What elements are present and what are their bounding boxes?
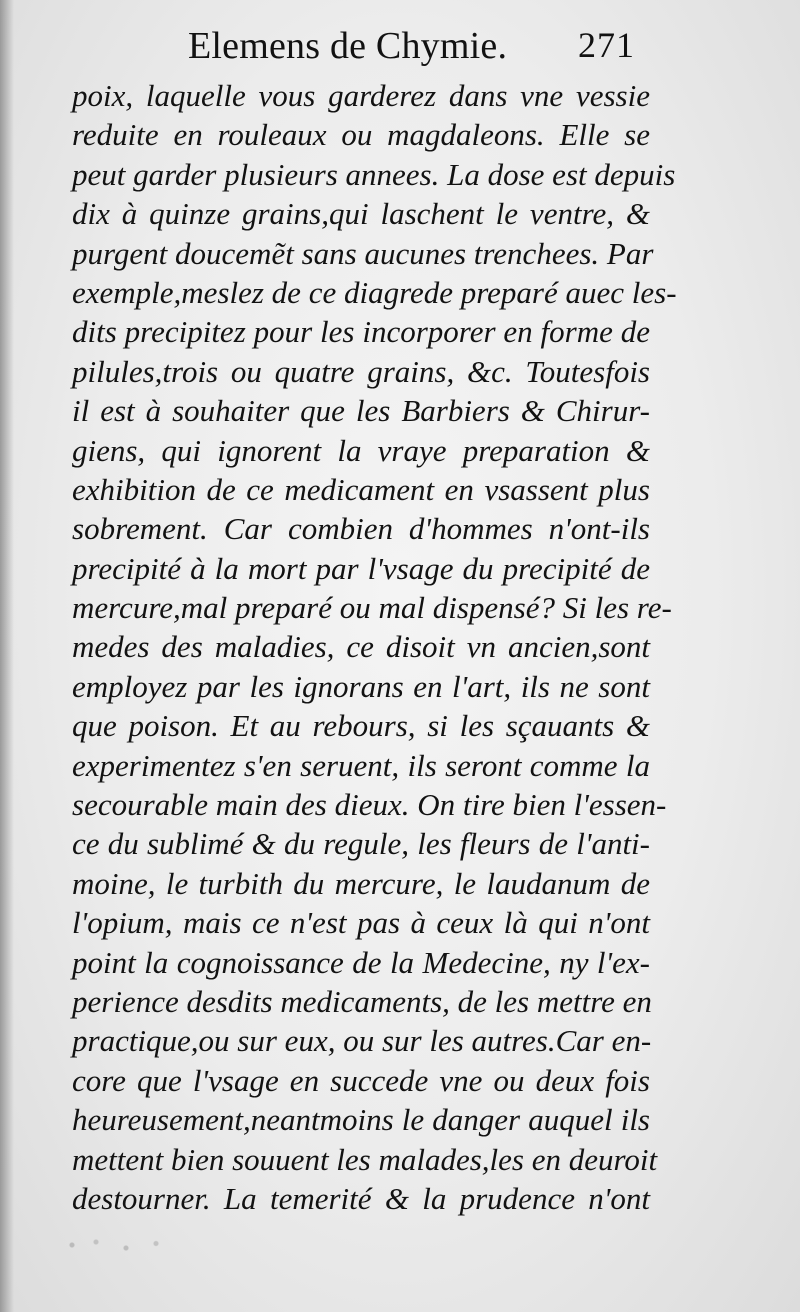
text-line: pilules,trois ou quatre grains, &c. Toutesfois [72,353,650,389]
text-line: exhibition de ce medicament en vsassent plus [72,471,650,507]
text-line: practique,ou sur eux, ou sur les autres.Car en- [72,1023,652,1059]
text-line: reduite en rouleaux ou magdaleons. Elle se [72,117,650,153]
text-line: sobrement. Car combien d'hommes n'ont-ils [72,511,650,547]
text-line: moine, le turbith du mercure, le laudanum de [72,865,650,901]
running-head [0,22,800,72]
text-line: secourable main des dieux. On tire bien l'essen- [72,787,667,823]
text-line: poix, laquelle vous garderez dans vne vessie [72,78,650,113]
text-line: dits precipitez pour les incorporer en forme de [72,314,650,350]
text-line: exemple,meslez de ce diagrede preparé auec les- [72,274,677,310]
text-line: mettent bien souuent les malades,les en deuroit [72,1141,658,1177]
text-line: purgent doucemẽt sans aucunes trenchees. Par [72,235,654,271]
text-line: precipité à la mort par l'vsage du precipité de [72,550,650,586]
text-line: point la cognoissance de la Medecine, ny l'ex- [72,944,650,980]
text-line: perience desdits medicaments, de les mettre en [72,983,652,1019]
text-line: que poison. Et au rebours, si les sçauants & [72,708,650,744]
text-line: destourner. La temerité & la prudence n'ont [72,1180,650,1216]
text-line: mercure,mal preparé ou mal dispensé? Si les re- [72,590,672,626]
text-line: l'opium, mais ce n'est pas à ceux là qui n'ont [72,905,650,941]
text-line: employez par les ignorans en l'art, ils ne sont [72,668,650,704]
text-line: heureusement,neantmoins le danger auquel ils [72,1102,650,1138]
text-line: dix à quinze grains,qui laschent le ventre, & [72,196,650,232]
body-text [72,76,677,1218]
text-line: il est à souhaiter que les Barbiers & Chirur- [72,393,650,429]
text-line: core que l'vsage en succede vne ou deux fois [72,1062,650,1098]
text-line: peut garder plusieurs annees. La dose est depuis [72,156,676,192]
text-line: experimentez s'en seruent, ils seront comme la [72,747,650,783]
text-line: ce du sublimé & du regule, les fleurs de l'anti- [72,826,650,862]
text-line: giens, qui ignorent la vraye preparation & [72,432,650,468]
running-head-title: Elemens de Chymie. [188,25,508,67]
page-number: 271 [578,25,635,65]
text-line: medes des maladies, ce disoit vn ancien,sont [72,629,650,665]
page-edge-shadow [0,0,14,1312]
ink-specks [60,1230,180,1260]
